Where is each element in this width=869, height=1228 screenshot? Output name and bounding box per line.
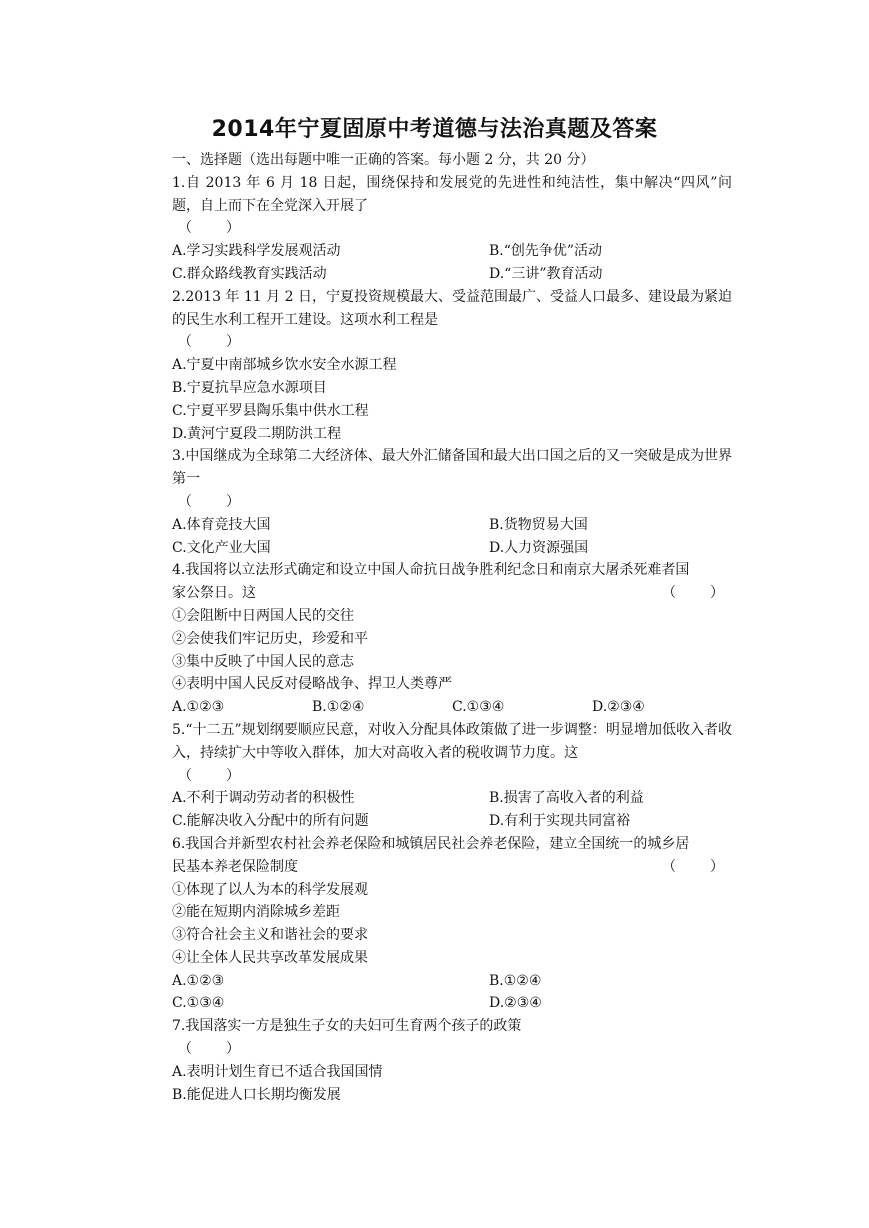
question-3-options-row <box>172 537 732 560</box>
option-a: A.表明计划生育已不适合我国国情 <box>172 1063 383 1080</box>
question-5-options-row <box>172 787 732 810</box>
option-c: C.①③④ <box>452 699 505 716</box>
question-1-options-row <box>172 240 732 263</box>
option-a: A.①②③ <box>172 972 225 989</box>
question-3-stem: 3.中国继成为全球第二大经济体、最大外汇储备国和最大出口国之后的又一突破是成为世界第一 <box>172 448 732 488</box>
statement-4: ④表明中国人民反对侵略战争、捍卫人类尊严 <box>172 676 452 693</box>
question-6-stem-tail: 民基本养老保险制度 <box>172 858 298 875</box>
question-6-options-row <box>172 970 732 993</box>
question-6-stem-cont <box>172 856 732 879</box>
question-4-stem-cont <box>172 582 732 605</box>
answer-blank: （ ） <box>178 1041 242 1058</box>
option-b: B.①②④ <box>489 972 542 989</box>
answer-blank: （ ） <box>178 220 242 237</box>
option-d: D.有利于实现共同富裕 <box>489 813 631 830</box>
question-2-stem: 2.2013 年 11 月 2 日，宁夏投资规模最大、受益范围最广、受益人口最多、建设最为紧迫的民生水利工程开工建设。这项水利工程是 <box>172 288 732 328</box>
statement-2: ②会使我们牢记历史，珍爱和平 <box>172 630 368 647</box>
option-d: D.人力资源强国 <box>489 539 589 556</box>
option-d: D.黄河宁夏段二期防洪工程 <box>172 425 342 442</box>
question-4-options-row <box>172 696 732 719</box>
option-c: C.宁夏平罗县陶乐集中供水工程 <box>172 402 369 419</box>
question-3-options-row <box>172 514 732 537</box>
option-b: B.能促进人口长期均衡发展 <box>172 1086 341 1103</box>
option-b: B.宁夏抗旱应急水源项目 <box>172 379 327 396</box>
section-heading: 一、选择题（选出每题中唯一正确的答案。每小题 2 分，共 20 分） <box>172 152 595 168</box>
option-d: D.②③④ <box>592 699 645 716</box>
answer-blank: （ ） <box>178 767 242 784</box>
answer-blank: （ ） <box>662 585 726 602</box>
option-b: B.“创先争优”活动 <box>489 243 603 260</box>
question-5-stem: 5.“十二五”规划纲要顺应民意，对收入分配具体政策做了进一步调整：明显增加低收入者收入，持续扩大中等收入群体，加大对高收入者的税收调节力度。这 <box>172 721 732 761</box>
question-6-stem: 6.我国合并新型农村社会养老保险和城镇居民社会养老保险，建立全国统一的城乡居 <box>172 835 690 852</box>
question-1-options-row <box>172 263 732 286</box>
statement-3: ③集中反映了中国人民的意志 <box>172 653 354 670</box>
question-4-stem: 4.我国将以立法形式确定和设立中国人命抗日战争胜利纪念日和南京大屠杀死难者国 <box>172 562 690 579</box>
question-1-stem: 1.自 2013 年 6 月 18 日起，围绕保持和发展党的先进性和纯洁性，集中解决“四风”问题，自上而下在全党深入开展了 <box>172 174 732 214</box>
statement-1: ①体现了以人为本的科学发展观 <box>172 881 368 898</box>
answer-blank: （ ） <box>178 334 242 351</box>
exam-content <box>172 149 732 1106</box>
option-b: B.损害了高收入者的利益 <box>489 790 644 807</box>
option-a: A.体育竞技大国 <box>172 516 271 533</box>
question-7-stem: 7.我国落实一方是独生子女的夫妇可生育两个孩子的政策 <box>172 1018 522 1035</box>
page-title: 2014年宁夏固原中考道德与法治真题及答案 <box>211 117 658 142</box>
option-d: D.②③④ <box>489 995 542 1012</box>
statement-2: ②能在短期内消除城乡差距 <box>172 904 340 921</box>
option-c: C.能解决收入分配中的所有问题 <box>172 813 369 830</box>
statement-3: ③符合社会主义和谐社会的要求 <box>172 927 368 944</box>
answer-blank: （ ） <box>662 858 726 875</box>
statement-1: ①会阻断中日两国人民的交往 <box>172 607 354 624</box>
option-a: A.学习实践科学发展观活动 <box>172 243 341 260</box>
question-6-options-row <box>172 992 732 1015</box>
question-5-options-row <box>172 810 732 833</box>
option-a: A.不利于调动劳动者的积极性 <box>172 790 355 807</box>
option-b: B.①②④ <box>312 699 365 716</box>
option-c: C.文化产业大国 <box>172 539 271 556</box>
option-a: A.宁夏中南部城乡饮水安全水源工程 <box>172 357 397 374</box>
option-b: B.货物贸易大国 <box>489 516 588 533</box>
statement-4: ④让全体人民共享改革发展成果 <box>172 949 368 966</box>
option-a: A.①②③ <box>172 699 225 716</box>
option-d: D.“三讲”教育活动 <box>489 265 603 282</box>
option-c: C.①③④ <box>172 995 225 1012</box>
answer-blank: （ ） <box>178 493 242 510</box>
question-4-stem-tail: 家公祭日。这 <box>172 585 256 602</box>
option-c: C.群众路线教育实践活动 <box>172 265 327 282</box>
